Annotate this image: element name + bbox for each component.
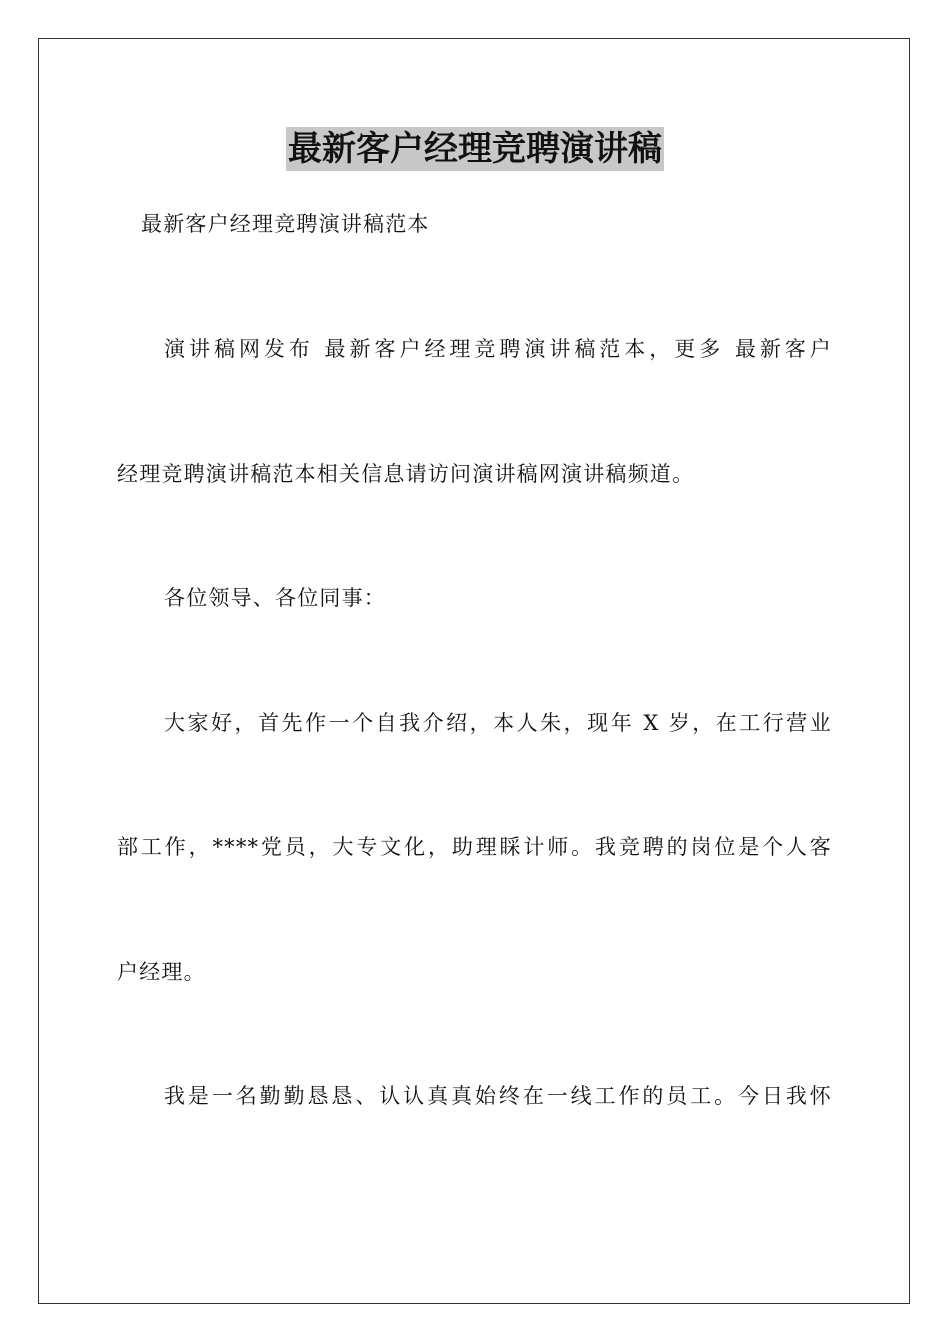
paragraph-line-7: 我是一名勤勤恳恳、认认真真始终在一线工作的员工。今日我怀 xyxy=(164,1084,832,1108)
document-subtitle: 最新客户经理竞聘演讲稿范本 xyxy=(141,212,430,236)
paragraph-line-5: 部工作，****党员，大专文化，助理睬计师。我竞聘的岗位是个人客 xyxy=(117,835,832,859)
paragraph-line-1: 演讲稿网发布 最新客户经理竞聘演讲稿范本，更多 最新客户 xyxy=(164,337,832,361)
paragraph-line-3: 各位领导、各位同事： xyxy=(164,586,386,610)
paragraph-line-2: 经理竞聘演讲稿范本相关信息请访问演讲稿网演讲稿频道。 xyxy=(117,462,695,486)
document-title: 最新客户经理竞聘演讲稿 xyxy=(288,129,662,169)
paragraph-line-4: 大家好，首先作一个自我介绍，本人朱，现年 X 岁，在工行营业 xyxy=(164,711,832,735)
paragraph-line-6: 户经理。 xyxy=(117,960,206,984)
title-container xyxy=(0,127,950,171)
